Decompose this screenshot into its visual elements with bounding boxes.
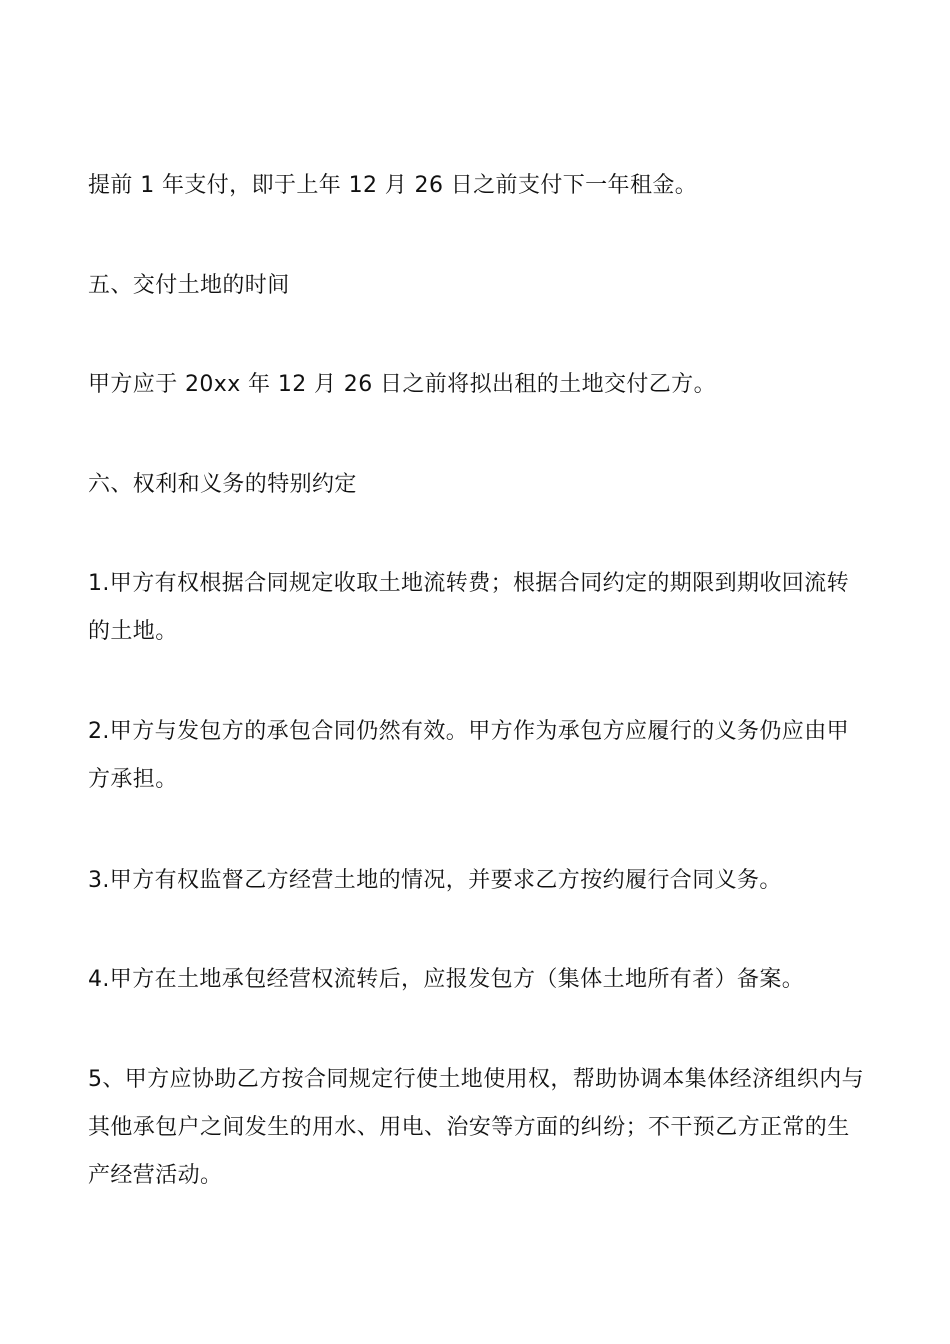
section-heading-delivery-time: 五、交付土地的时间 [88,273,290,298]
clause-4: 4.甲方在土地承包经营权流转后，应报发包方（集体土地所有者）备案。 [88,967,805,992]
paragraph-land-delivery: 甲方应于 20xx 年 12 月 26 日之前将拟出租的土地交付乙方。 [88,372,716,397]
clause-2: 2.甲方与发包方的承包合同仍然有效。甲方作为承包方应履行的义务仍应由甲方承担。 [88,719,849,792]
section-heading-rights-obligations: 六、权利和义务的特别约定 [88,472,357,497]
clause-3: 3.甲方有权监督乙方经营土地的情况，并要求乙方按约履行合同义务。 [88,868,782,893]
clause-5: 5、甲方应协助乙方按合同规定行使土地使用权，帮助协调本集体经济组织内与其他承包户之间发生的用水、用电、治安等方面的纠纷；不干预乙方正常的生产经营活动。 [88,1067,864,1188]
clause-1: 1.甲方有权根据合同规定收取土地流转费；根据合同约定的期限到期收回流转的土地。 [88,571,849,644]
paragraph-rent-payment: 提前 1 年支付，即于上年 12 月 26 日之前支付下一年租金。 [88,173,698,198]
